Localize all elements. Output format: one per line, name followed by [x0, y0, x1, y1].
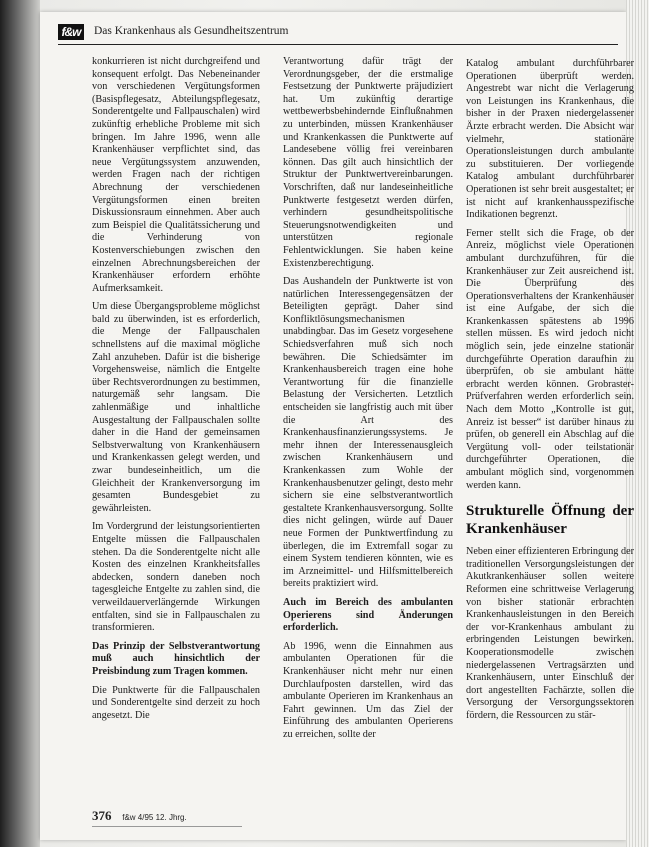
paragraph: konkurrieren ist nicht durchgreifend und konsequent erfolgt. Das Nebeneinander von verschiedenen Vergütungsformen (Basispflegesatz, Abteilungspflegesatz, Sonderentgelte und Fallpauschalen) wird zukünftig erhebliche Probleme mit sich bringen. Im Jahre 1996, wenn alle Krankenhäuser verpflichtet sind, das neue Vergütungssystem anzuwenden, werden Fragen nach der richtigen Abrechnung der verschiedenen Vergütungsformen einen breiten Diskussionsraum einnehmen. Aber auch zum Beispiel die Qualitätssicherung und die Verhinderung von Kostenverschiebungen zwischen den einzelnen Abrechnungsbereichen der Krankenhäuser erfordern erhöhte Aufmerksamkeit.: [92, 56, 260, 294]
page-header: [58, 22, 618, 45]
paragraph: Verantwortung dafür trägt der Verordnungsgeber, der die erstmalige Festsetzung der Punktwerte präjudiziert hat. Um zukünftig derartige wettbewerbsbehindernde Einflußnahmen zu unterbinden, müssen Krankenhäuser und Krankenkassen die Punktwerte auf Landesebene völlig frei vereinbaren können. Das gilt auch hinsichtlich der Struktur der Punktwertvereinbarungen. Vorschriften, daß nur landeseinheitliche Punktwerte festgesetzt werden dürfen, verhindern gesundheitspolitische Steuerungsnotwendigkeiten und unterstützen regionale Fehlentwicklungen. Sie haben keine Existenzberechtigung.: [283, 56, 453, 269]
paragraph: Ab 1996, wenn die Einnahmen aus ambulanten Operationen für die Krankenhäuser nicht mehr nur einen Durchlaufposten darstellen, wird das ambulante Operieren im Krankenhaus an Fahrt gewinnen. Um das Ziel der Einführung des ambulanten Operierens zu erreichen, sollte der: [283, 640, 453, 740]
column-3: [466, 58, 634, 729]
section-heading: Strukturelle Öffnung der Krankenhäuser: [466, 503, 634, 538]
subheading: Das Prinzip der Selbstverantwortung muß auch hinsichtlich der Preisbindung zum Tragen kommen.: [92, 640, 260, 677]
subheading: Auch im Bereich des ambulanten Operierens sind Änderungen erforderlich.: [283, 596, 453, 634]
paragraph: Das Aushandeln der Punktwerte ist von natürlichen Interessengegensätzen der Beteiligten geprägt. Daher sind Konfliktlösungsmechanismen unabdingbar. Das im Gesetz vorgesehene Schiedsverfahren muß sich noch bewähren. Die Schiedsämter im Krankenhausbereich tragen eine hohe Verantwortung für die finanzielle Belastung der Versicherten. Letztlich entscheiden sie langfristig auch mit über die Art des Krankenhausfinanzierungssystems. Je mehr ihnen der Interessenausgleich zwischen Krankenhäusern und Krankenkassen zum Wohle der Krankenhausbenutzer gelingt, desto mehr sichern sie eine selbstverantwortlich gestaltete Krankenhausversorgung. Sollte dies nicht gelingen, würde auf Dauer neue Formen der Punktwertfindung zu überlegen, die im Extremfall sogar zu einem System tendieren könnten, wie es im Arzneimittel- und Hilfsmittelbereich bereits praktiziert wird.: [283, 276, 453, 590]
journal-source: f&w 4/95 12. Jhrg.: [122, 813, 187, 822]
paragraph: Neben einer effizienteren Erbringung der traditionellen Versorgungsleistungen der Akutkrankenhäuser sollen weitere Reformen eine schrittweise Verlagerung von bisher stationär erbrachten Krankenhausleistungen in den Bereich der vor-Krankenhaus ambulant zu erbringenden Leistungen bewirken. Kooperationsmodelle zwischen niedergelassenen Vertragsärzten und Krankenhäusern, unter Einschluß der dort angestellten Fachärzte, sollen die Versorgung der Versorgungssektoren fördern, die Ressourcen zu stär-: [466, 546, 634, 721]
paragraph: Katalog ambulant durchführbarer Operationen überprüft werden. Angestrebt war nicht die Verlagerung von Leistungen ins Krankenhaus, die bisher in der Praxen niedergelassener Ärzte erbracht werden. Die Absicht war vielmehr, stationäre Operationsleistungen durch ambulante zu substituieren. Der vorliegende Katalog ambulant durchführbarer Operationen ist sehr breit ausgestaltet; er ist nicht auf krankenhausspezifische Indikationen begrenzt.: [466, 58, 634, 221]
column-2: [283, 56, 453, 747]
page-number: 376: [92, 808, 112, 823]
running-head: Das Krankenhaus als Gesundheitszentrum: [94, 25, 289, 37]
column-1: [92, 56, 260, 728]
paragraph: Die Punktwerte für die Fallpauschalen und Sonderentgelte sind derzeit zu hoch angesetzt. Die: [92, 684, 260, 721]
footer-rule: [92, 826, 242, 827]
paragraph: Ferner stellt sich die Frage, ob der Anreiz, möglichst viele Operationen ambulant durchzuführen, für die Krankenhäuser zur Zeit ausreichend ist. Die Überprüfung des Operationsverhaltens der Krankenhäuser ist eine Aufgabe, der sich die Krankenkassen spätestens ab 1996 stellen müssen. Es wird jedoch nicht möglich sein, jede einzelne stationär durchgeführte Operation daraufhin zu überprüfen, ob sie ambulant hätte erbracht werden können. Grobraster-Prüfverfahren werden erforderlich sein. Nach dem Motto „Kontrolle ist gut, Anreiz ist besser“ ist darüber hinaus zu prüfen, ob generell ein Abschlag auf die Vergütung voll- oder teilstationär durchgeführter Operationen, die ambulant möglich sind, vorgenommen werden kann.: [466, 227, 634, 491]
journal-logo: f&w: [58, 24, 84, 40]
paragraph: Um diese Übergangsprobleme möglichst bald zu überwinden, ist es erforderlich, die Menge der Fallpauschalen schnellstens auf die maximal mögliche Zahl anzuheben. Dafür ist die bisherige Vorgehensweise, nämlich die Entgelte über Rechtsverordnungen zu bestimmen, naturgemäß sehr langsam. Die zahlenmäßige und inhaltliche Ausgestaltung der Fallpauschalen sollte daher in die Hand der gemeinsamen Selbstverwaltung von Krankenhäusern und Krankenkassen gelegt werden, und zwar bundeseinheitlich, um die Gleichheit der Krankenversorgung im gesamten Bundesgebiet zu gewährleisten.: [92, 301, 260, 514]
paragraph: Im Vordergrund der leistungsorientierten Entgelte müssen die Fallpauschalen stehen. Da die Sonderentgelte nicht alle Kosten des einzelnen Krankheitsfalles abdecken, sondern daneben noch tagesgleiche Entgelte zu zahlen sind, die verweildauerverlängernde Wirkungen entfalten, sind sie in Fallpauschalen zu transformieren.: [92, 521, 260, 634]
page-footer: [92, 808, 187, 824]
book-gutter: [0, 0, 40, 847]
